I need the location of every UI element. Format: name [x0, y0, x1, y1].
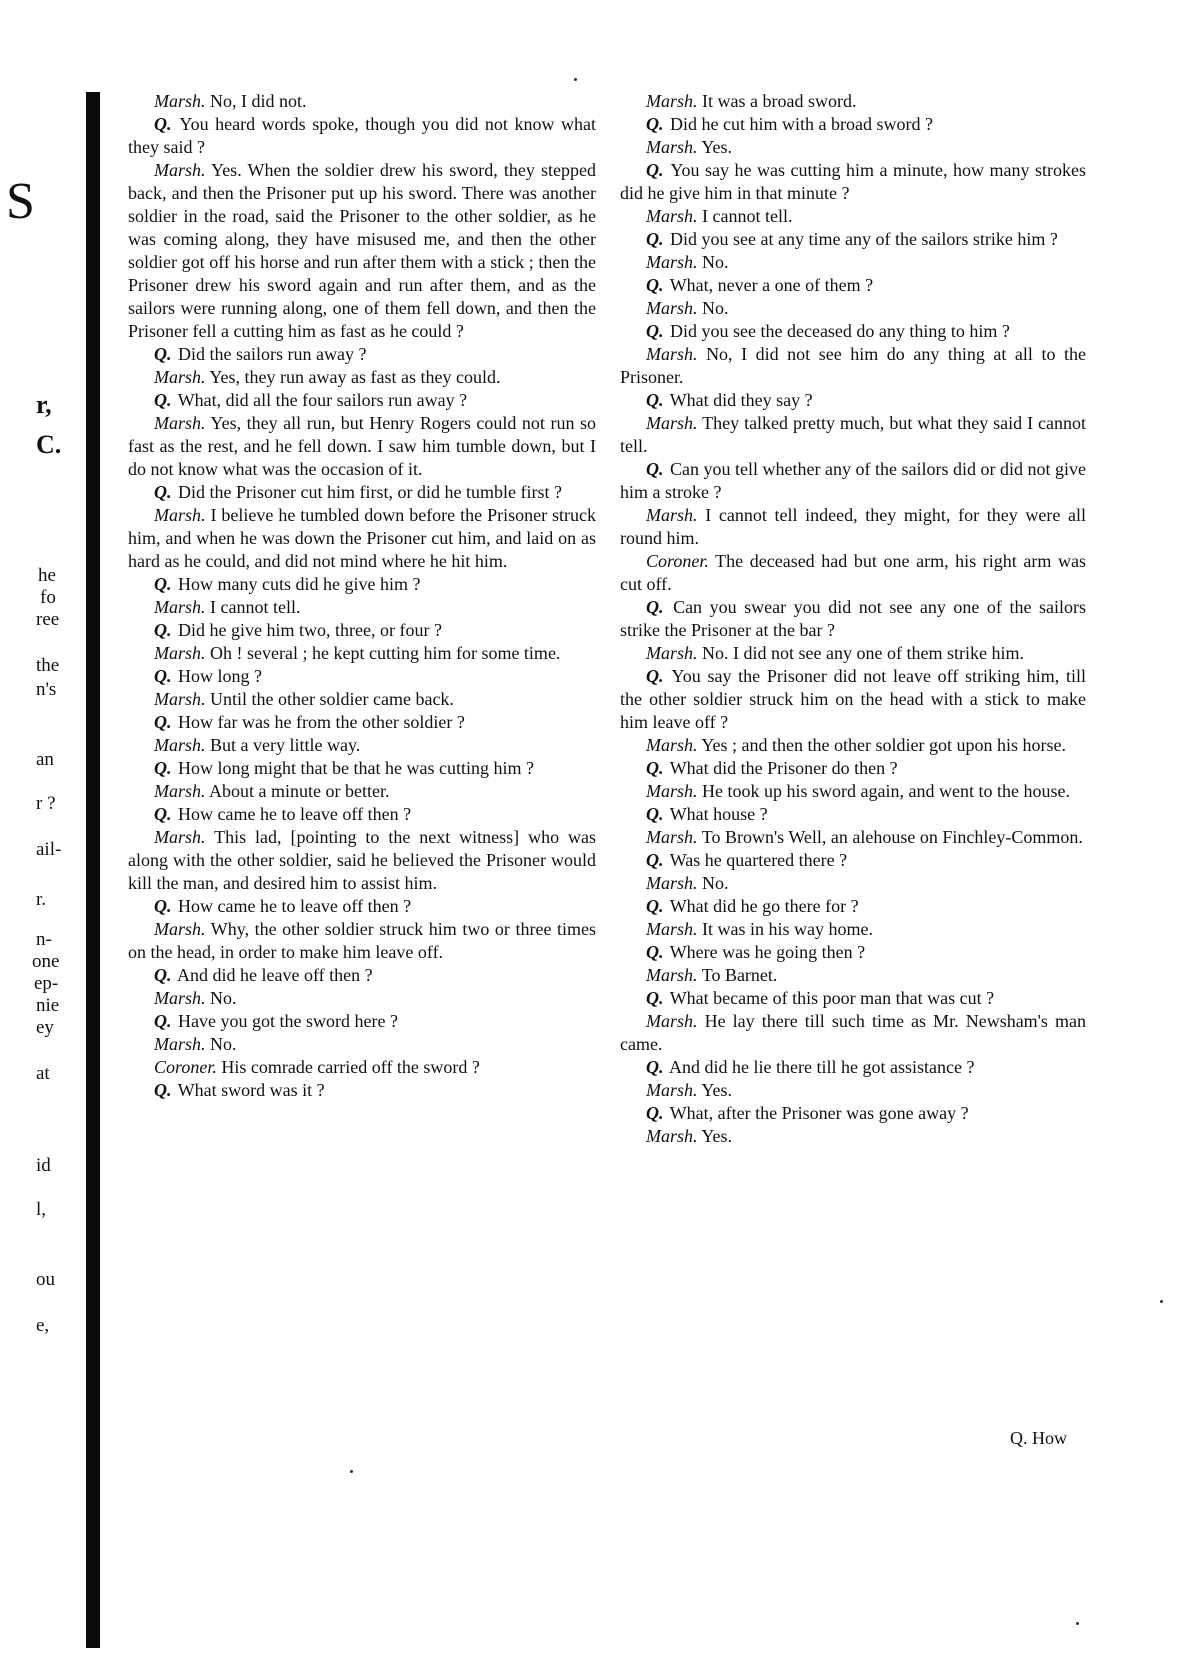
line-text: Did you see at any time any of the sailors strike him ? — [670, 229, 1058, 249]
speaker-label: Q. — [154, 896, 172, 916]
transcript-line — [128, 918, 596, 964]
speaker-label: Q. — [154, 758, 172, 778]
transcript-line — [620, 941, 1086, 964]
transcript-line — [620, 1056, 1086, 1079]
line-text: How came he to leave off then ? — [178, 896, 412, 916]
speaker-label: Marsh. — [646, 1126, 698, 1146]
transcript-line — [128, 757, 596, 780]
line-text: No. — [210, 988, 237, 1008]
speaker-label: Q. — [646, 390, 664, 410]
transcript-line — [620, 412, 1086, 458]
transcript-line — [128, 113, 596, 159]
line-text: How long might that be that he was cutting him ? — [178, 758, 534, 778]
line-text: Yes. — [701, 1080, 733, 1100]
transcript-line — [620, 320, 1086, 343]
transcript-line — [128, 895, 596, 918]
line-text: No. — [702, 873, 729, 893]
speaker-label: Marsh. — [154, 91, 206, 111]
transcript-line — [128, 504, 596, 573]
speaker-label: Marsh. — [646, 1080, 698, 1100]
speaker-label: Q. — [646, 666, 664, 686]
margin-fragment: one — [32, 951, 60, 972]
transcript-line — [128, 826, 596, 895]
transcript-line — [620, 964, 1086, 987]
speaker-label: Q. — [646, 942, 664, 962]
line-text: Did he cut him with a broad sword ? — [670, 114, 933, 134]
speaker-label: Marsh. — [154, 988, 206, 1008]
speaker-label: Q. — [154, 114, 172, 134]
speaker-label: Marsh. — [154, 643, 206, 663]
margin-fragment: ou — [36, 1269, 55, 1290]
line-text: How long ? — [178, 666, 262, 686]
margin-fragment: n- — [36, 929, 52, 950]
line-text: No, I did not. — [210, 91, 307, 111]
transcript-line — [128, 343, 596, 366]
transcript-line — [620, 734, 1086, 757]
speaker-label: Q. — [154, 1080, 172, 1100]
line-text: No. — [702, 298, 729, 318]
transcript-line — [620, 780, 1086, 803]
line-text: The deceased had but one arm, his right arm was cut off. — [620, 551, 1086, 594]
transcript-line — [128, 780, 596, 803]
line-text: What, did all the four sailors run away ? — [177, 390, 468, 410]
margin-fragment: ree — [36, 609, 60, 630]
print-speck — [1160, 1300, 1163, 1303]
margin-fragment: he — [38, 565, 56, 586]
line-text: What did they say ? — [669, 390, 813, 410]
line-text: No. I did not see any one of them strike him. — [702, 643, 1024, 663]
line-text: You say he was cutting him a minute, how many strokes did he give him in that minute ? — [620, 160, 1086, 203]
speaker-label: Marsh. — [646, 137, 698, 157]
transcript-line — [620, 1102, 1086, 1125]
transcript-line — [128, 412, 596, 481]
print-speck — [1076, 1622, 1079, 1625]
speaker-label: Q. — [154, 390, 172, 410]
speaker-label: Marsh. — [646, 919, 698, 939]
transcript-line — [620, 642, 1086, 665]
speaker-label: Q. — [646, 1057, 664, 1077]
margin-fragment: at — [36, 1063, 50, 1084]
transcript-line — [620, 803, 1086, 826]
speaker-label: Q. — [646, 850, 664, 870]
speaker-label: Q. — [154, 574, 172, 594]
transcript-line — [620, 757, 1086, 780]
line-text: What did he go there for ? — [669, 896, 859, 916]
speaker-label: Q. — [154, 620, 172, 640]
speaker-label: Q. — [154, 666, 172, 686]
line-text: I cannot tell indeed, they might, for they were all round him. — [620, 505, 1087, 548]
transcript-line — [620, 113, 1086, 136]
transcript-line — [128, 389, 596, 412]
line-text: Oh ! several ; he kept cutting him for some time. — [210, 643, 561, 663]
speaker-label: Marsh. — [646, 781, 698, 801]
transcript-line — [128, 366, 596, 389]
transcript-line — [128, 987, 596, 1010]
speaker-label: Q. — [154, 1011, 172, 1031]
speaker-label: Q. — [646, 321, 664, 341]
line-text: Where was he going then ? — [669, 942, 866, 962]
line-text: Was he quartered there ? — [669, 850, 848, 870]
speaker-label: Marsh. — [154, 597, 206, 617]
transcript-line — [620, 987, 1086, 1010]
speaker-label: Marsh. — [646, 505, 698, 525]
transcript-line — [620, 1010, 1086, 1056]
transcript-line — [128, 803, 596, 826]
margin-fragment: r, — [36, 390, 52, 419]
speaker-label: Marsh. — [646, 827, 698, 847]
line-text: Yes ; and then the other soldier got upon his horse. — [701, 735, 1066, 755]
line-text: What did the Prisoner do then ? — [669, 758, 898, 778]
transcript-line — [620, 343, 1086, 389]
speaker-label: Coroner. — [646, 551, 709, 571]
speaker-label: Marsh. — [154, 827, 206, 847]
transcript-line — [620, 504, 1086, 550]
margin-fragment: fo — [40, 587, 56, 608]
speaker-label: Marsh. — [154, 1034, 206, 1054]
speaker-label: Marsh. — [646, 965, 698, 985]
right-text-column — [620, 90, 1086, 1148]
transcript-line — [128, 642, 596, 665]
transcript-line — [128, 481, 596, 504]
left-text-column — [128, 90, 596, 1102]
transcript-line — [128, 573, 596, 596]
margin-fragment: l, — [36, 1199, 47, 1220]
line-text: Have you got the sword here ? — [178, 1011, 398, 1031]
transcript-line — [620, 136, 1086, 159]
line-text: He lay there till such time as Mr. Newsham's man came. — [620, 1011, 1087, 1054]
line-text: How many cuts did he give him ? — [178, 574, 421, 594]
transcript-line — [128, 734, 596, 757]
transcript-line — [620, 1079, 1086, 1102]
speaker-label: Marsh. — [646, 206, 698, 226]
transcript-line — [128, 159, 596, 343]
transcript-line — [128, 1056, 596, 1079]
transcript-line — [620, 895, 1086, 918]
transcript-line — [620, 274, 1086, 297]
speaker-label: Marsh. — [154, 689, 206, 709]
line-text: This lad, [pointing to the next witness] who was along with the other soldier, said he believed the Prisoner would kill the man, and desired him to assist him. — [128, 827, 596, 893]
catchword: Q. How — [1010, 1428, 1067, 1448]
margin-fragment: C. — [36, 430, 62, 459]
speaker-label: Q. — [646, 597, 664, 617]
speaker-label: Marsh. — [646, 344, 698, 364]
line-text: Yes. When the soldier drew his sword, they stepped back, and then the Prisoner put up his sword. There was another soldier in the road, said the Prisoner to the other soldier, as he was coming along, they have misused me, and then the other soldier got off his horse and run after them with a stick ; then the Prisoner drew his sword again and run after them, and as the sailors were running along, one of them fell down, and then the Prisoner fell a cutting him as fast as he could ? — [128, 160, 596, 341]
line-text: But a very little way. — [210, 735, 361, 755]
line-text: Can you swear you did not see any one of the sailors strike the Prisoner at the bar ? — [620, 597, 1087, 640]
speaker-label: Marsh. — [646, 735, 698, 755]
line-text: It was a broad sword. — [702, 91, 857, 111]
line-text: Can you tell whether any of the sailors did or did not give him a stroke ? — [620, 459, 1087, 502]
transcript-line — [128, 1010, 596, 1033]
line-text: What, never a one of them ? — [669, 275, 874, 295]
speaker-label: Marsh. — [646, 413, 698, 433]
speaker-label: Q. — [646, 988, 664, 1008]
transcript-line — [128, 1079, 596, 1102]
transcript-line — [620, 297, 1086, 320]
line-text: I cannot tell. — [702, 206, 793, 226]
speaker-label: Marsh. — [646, 873, 698, 893]
transcript-line — [620, 251, 1086, 274]
transcript-line — [620, 1125, 1086, 1148]
transcript-line — [620, 872, 1086, 895]
transcript-line — [128, 711, 596, 734]
margin-fragment: e, — [36, 1315, 50, 1336]
speaker-label: Marsh. — [154, 735, 206, 755]
line-text: What became of this poor man that was cut ? — [669, 988, 995, 1008]
speaker-label: Marsh. — [154, 160, 206, 180]
line-text: Yes, they all run, but Henry Rogers could not run so fast as the rest, and he fell down. I saw him tumble down, but I do not know what was the occasion of it. — [128, 413, 596, 479]
speaker-label: Marsh. — [154, 781, 206, 801]
line-text: To Barnet. — [701, 965, 778, 985]
speaker-label: Marsh. — [646, 1011, 698, 1031]
line-text: You say the Prisoner did not leave off striking him, till the other soldier struck him on the head with a stick to make him leave off ? — [620, 666, 1086, 732]
speaker-label: Marsh. — [154, 413, 206, 433]
page-spine-shadow — [86, 92, 100, 1648]
margin-fragment: ey — [36, 1017, 54, 1038]
transcript-line — [620, 918, 1086, 941]
transcript-line — [620, 90, 1086, 113]
speaker-label: Q. — [154, 804, 172, 824]
speaker-label: Q. — [646, 459, 664, 479]
margin-fragment: the — [36, 655, 60, 676]
transcript-line — [620, 550, 1086, 596]
line-text: Until the other soldier came back. — [210, 689, 454, 709]
transcript-line — [128, 964, 596, 987]
margin-fragment: ep- — [34, 973, 59, 994]
line-text: Did the sailors run away ? — [178, 344, 367, 364]
line-text: Why, the other soldier struck him two or three times on the head, in order to make him leave off. — [128, 919, 596, 962]
line-text: What, after the Prisoner was gone away ? — [669, 1103, 969, 1123]
speaker-label: Marsh. — [646, 252, 698, 272]
margin-fragment: id — [36, 1155, 51, 1176]
line-text: Did he give him two, three, or four ? — [178, 620, 442, 640]
left-page-margin-fragments — [0, 0, 80, 1680]
line-text: You heard words spoke, though you did not know what they said ? — [128, 114, 596, 157]
speaker-label: Marsh. — [154, 367, 206, 387]
speaker-label: Q. — [154, 344, 172, 364]
speaker-label: Q. — [646, 804, 664, 824]
transcript-line — [620, 159, 1086, 205]
line-text: What sword was it ? — [177, 1080, 325, 1100]
speaker-label: Q. — [646, 114, 664, 134]
line-text: What house ? — [669, 804, 768, 824]
margin-fragment: ail- — [36, 839, 62, 860]
line-text: No, I did not see him do any thing at all to the Prisoner. — [620, 344, 1086, 387]
speaker-label: Q. — [646, 275, 664, 295]
transcript-line — [128, 619, 596, 642]
line-text: Did the Prisoner cut him first, or did he tumble first ? — [178, 482, 562, 502]
transcript-line — [620, 205, 1086, 228]
speaker-label: Q. — [646, 1103, 664, 1123]
margin-fragment: n's — [36, 679, 57, 700]
line-text: Yes. — [701, 137, 733, 157]
transcript-line — [128, 688, 596, 711]
transcript-line — [620, 665, 1086, 734]
speaker-label: Q. — [154, 482, 172, 502]
line-text: Yes. — [701, 1126, 733, 1146]
speaker-label: Q. — [154, 965, 172, 985]
speaker-label: Marsh. — [646, 298, 698, 318]
speaker-label: Q. — [646, 229, 664, 249]
line-text: His comrade carried off the sword ? — [221, 1057, 480, 1077]
transcript-line — [620, 458, 1086, 504]
print-speck — [350, 1470, 353, 1473]
speaker-label: Q. — [154, 712, 172, 732]
speaker-label: Q. — [646, 160, 664, 180]
print-speck — [574, 78, 577, 81]
speaker-label: Marsh. — [646, 91, 698, 111]
line-text: I believe he tumbled down before the Prisoner struck him, and when he was down the Prisoner cut him, and laid on as hard as he could, and did not mind where he hit him. — [128, 505, 597, 571]
transcript-line — [128, 596, 596, 619]
speaker-label: Q. — [646, 758, 664, 778]
margin-fragment: an — [36, 749, 54, 770]
line-text: They talked pretty much, but what they said I cannot tell. — [620, 413, 1086, 456]
line-text: And did he leave off then ? — [177, 965, 373, 985]
transcript-line — [128, 90, 596, 113]
line-text: Yes, they run away as fast as they could. — [209, 367, 501, 387]
transcript-line — [620, 228, 1086, 251]
transcript-line — [620, 389, 1086, 412]
line-text: About a minute or better. — [209, 781, 390, 801]
transcript-line — [128, 1033, 596, 1056]
line-text: No. — [702, 252, 729, 272]
speaker-label: Q. — [646, 896, 664, 916]
line-text: No. — [210, 1034, 237, 1054]
line-text: He took up his sword again, and went to the house. — [702, 781, 1070, 801]
margin-fragment: r ? — [36, 793, 56, 814]
margin-fragment: r. — [36, 889, 47, 910]
speaker-label: Coroner. — [154, 1057, 217, 1077]
line-text: And did he lie there till he got assistance ? — [669, 1057, 975, 1077]
transcript-line — [128, 665, 596, 688]
transcript-line — [620, 826, 1086, 849]
transcript-line — [620, 849, 1086, 872]
margin-fragment: S — [6, 173, 35, 230]
speaker-label: Marsh. — [154, 505, 206, 525]
margin-fragment: nie — [36, 995, 60, 1016]
line-text: How far was he from the other soldier ? — [178, 712, 465, 732]
speaker-label: Marsh. — [646, 643, 698, 663]
line-text: Did you see the deceased do any thing to him ? — [670, 321, 1010, 341]
line-text: I cannot tell. — [210, 597, 301, 617]
line-text: How came he to leave off then ? — [178, 804, 412, 824]
transcript-line — [620, 596, 1086, 642]
line-text: It was in his way home. — [702, 919, 873, 939]
line-text: To Brown's Well, an alehouse on Finchley-Common. — [701, 827, 1083, 847]
speaker-label: Marsh. — [154, 919, 206, 939]
